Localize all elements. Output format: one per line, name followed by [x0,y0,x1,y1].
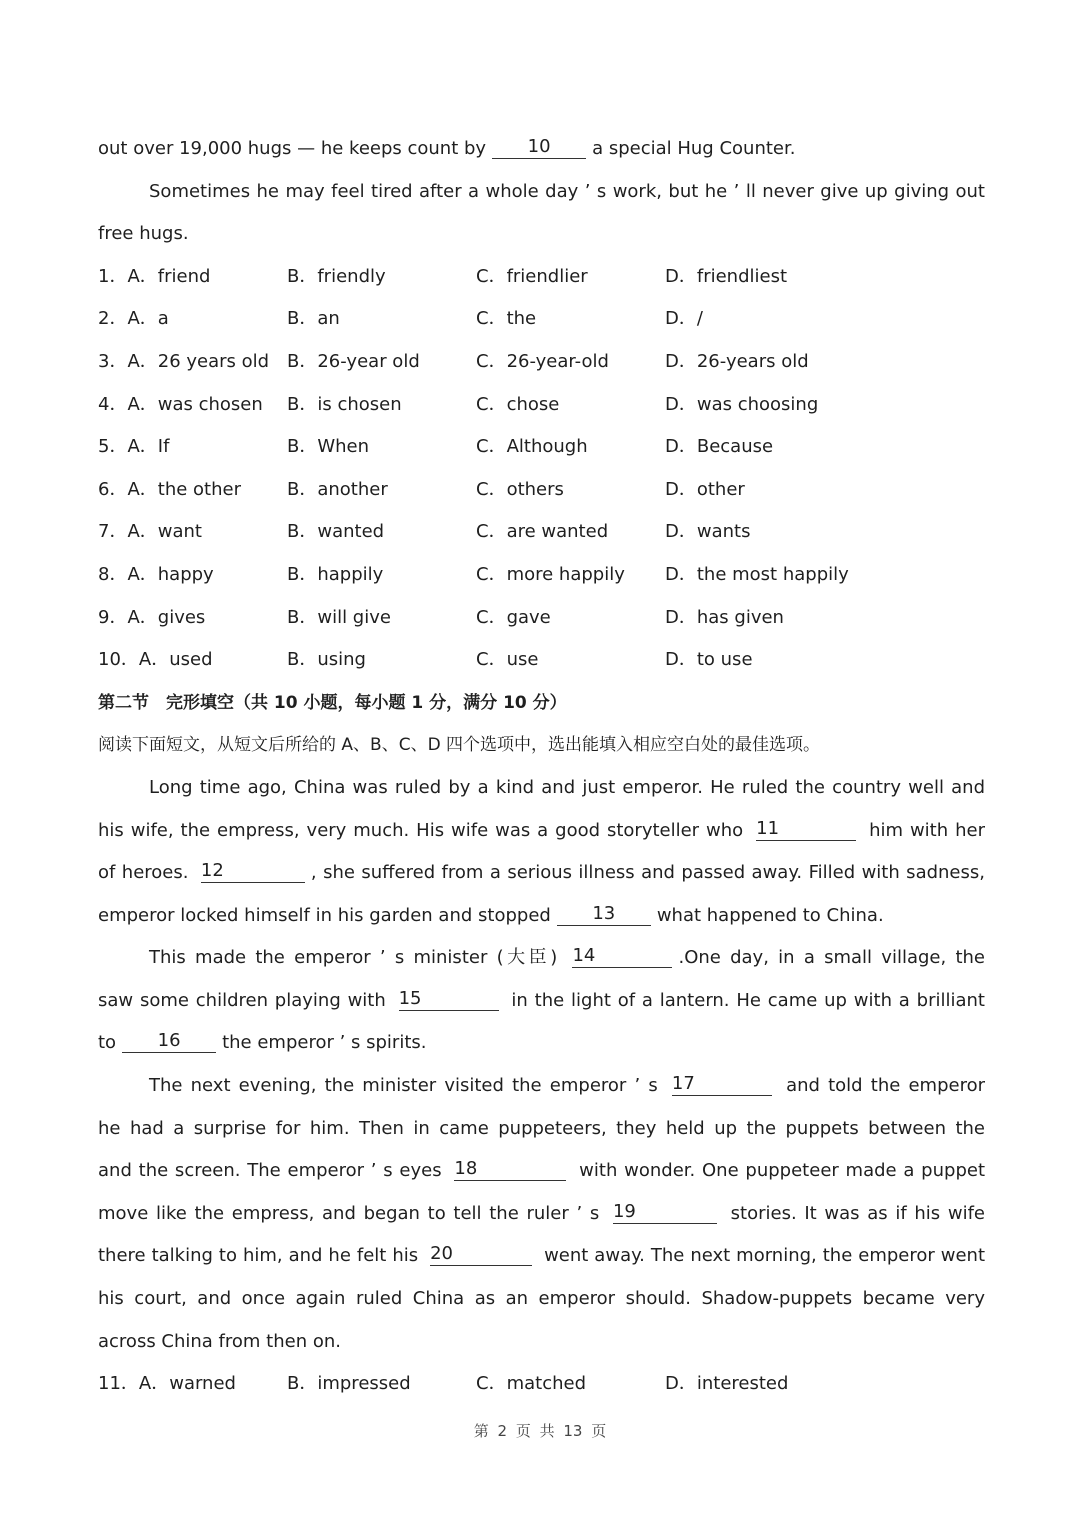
text-span: of heroes. [98,862,189,884]
option-b: B．friendly [287,265,386,287]
option-row [98,256,985,299]
option-a: 3．A．26 years old [98,350,270,372]
option-c: C．more happily [476,563,625,585]
passage-line [98,1022,985,1065]
option-d: D．/ [665,308,703,330]
option-d: D．Because [665,436,774,458]
passage-line [98,895,985,938]
text-span: there talking to him, and he felt his [98,1245,419,1267]
option-row [98,298,985,341]
text-span: and told the emperor [786,1075,985,1097]
option-a: 5．A．If [98,436,170,458]
text-span: stories. It was as if his wife [730,1202,985,1224]
options-list-2 [98,1363,985,1406]
text-span: move like the empress, and began to tell the ruler ’ s [98,1202,600,1224]
passage-line [98,1235,985,1278]
text-span: to [98,1032,117,1054]
passage-line [98,128,985,171]
option-d: D．was choosing [665,393,819,415]
option-d: D．friendliest [665,265,788,287]
text-span: , she suffered from a serious illness and passed away. Filled with sadness, [310,862,985,884]
blank-12: 12 [201,860,305,883]
option-a: 10．A．used [98,649,213,671]
blank-10: 10 [492,136,586,159]
blank-17: 17 [672,1073,772,1096]
text-span: The next evening, the minister visited the emperor ’ s [149,1075,658,1097]
option-a: 6．A．the other [98,478,241,500]
option-a: 11．A．warned [98,1373,236,1395]
page-footer: 第 2 页 共 13 页 [473,1422,607,1440]
passage-line [98,980,985,1023]
text-span: a special Hug Counter. [592,138,796,159]
option-a: 1．A．friend [98,265,211,287]
option-b: B．26-year old [287,350,420,372]
option-c: C．chose [476,393,560,415]
blank-19: 19 [613,1201,717,1224]
passage-line: he had a surprise for him. Then in came puppeteers, they held up the puppets between the [98,1117,985,1139]
passage-line [98,810,985,853]
option-b: B．another [287,478,388,500]
blank-18: 18 [454,1158,566,1181]
option-d: D．to use [665,649,753,671]
text-span: out over 19,000 hugs — he keeps count by [98,138,487,159]
text-span: went away. The next morning, the emperor went [544,1245,985,1267]
option-d: D．other [665,478,745,500]
blank-14: 14 [572,945,672,968]
passage-line: Long time ago, China was ruled by a kind and just emperor. He ruled the country well and [149,776,985,798]
text-span: him with her [869,819,985,841]
text-span: with wonder. One puppeteer made a puppet [579,1160,985,1182]
exam-page [98,128,985,1406]
passage-line: across China from then on. [98,1330,341,1352]
option-b: B．an [287,308,340,330]
blank-20: 20 [430,1243,532,1266]
text-span: emperor locked himself in his garden and stopped [98,904,551,926]
option-b: B．When [287,436,370,458]
text-span: in the light of a lantern. He came up with a brilliant [511,989,985,1011]
text-span: and the screen. The emperor ’ s eyes [98,1160,442,1182]
passage-line [98,937,985,980]
passage-line: his court, and once again ruled China as an emperor should. Shadow-puppets became very [98,1288,985,1310]
option-d: D．wants [665,521,751,543]
section-instruction: 阅读下面短文，从短文后所给的 A、B、C、D 四个选项中，选出能填入相应空白处的最佳选项。 [98,735,821,756]
section-heading: 第二节 完形填空（共 10 小题，每小题 1 分，满分 10 分） [98,692,567,713]
passage-line: free hugs. [98,223,189,245]
blank-15: 15 [399,988,499,1011]
option-c: C．26-year-old [476,350,609,372]
options-list-1 [98,256,985,682]
option-c: C．Although [476,436,588,458]
blank-13: 13 [557,903,651,926]
option-d: D．26-years old [665,350,809,372]
option-a: 4．A．was chosen [98,393,263,415]
text-span: his wife, the empress, very much. His wife was a good storyteller who [98,819,744,841]
option-a: 2．A．a [98,308,169,330]
option-row [98,469,985,512]
option-a: 8．A．happy [98,563,214,585]
passage-line [98,1150,985,1193]
option-d: D．has given [665,606,784,628]
option-row [98,554,985,597]
option-row [98,639,985,682]
option-d: D．the most happily [665,563,849,585]
passage-line [98,852,985,895]
option-c: C．matched [476,1373,586,1395]
option-b: B．impressed [287,1373,411,1395]
option-c: C．are wanted [476,521,609,543]
option-a: 9．A．gives [98,606,206,628]
option-row [98,597,985,640]
option-b: B．happily [287,563,384,585]
option-a: 7．A．want [98,521,202,543]
passage-line: Sometimes he may feel tired after a whole day ’ s work, but he ’ ll never give up giving out [149,180,985,202]
option-c: C．the [476,308,537,330]
blank-16: 16 [122,1030,216,1053]
option-row [98,511,985,554]
option-b: B．will give [287,606,391,628]
option-c: C．others [476,478,564,500]
text-span: the emperor ’ s spirits. [222,1032,427,1054]
passage-line [98,1065,985,1108]
option-c: C．friendlier [476,265,588,287]
option-d: D．interested [665,1373,789,1395]
option-c: C．gave [476,606,551,628]
text-span: This made the emperor ’ s minister (大臣) [149,947,558,969]
option-c: C．use [476,649,539,671]
option-row [98,384,985,427]
option-b: B．is chosen [287,393,402,415]
option-b: B．wanted [287,521,385,543]
option-b: B．using [287,649,366,671]
text-span: what happened to China. [656,904,884,926]
blank-11: 11 [756,818,856,841]
text-span: saw some children playing with [98,989,386,1011]
text-span: .One day, in a small village, the [678,947,985,969]
option-row [98,1363,985,1406]
option-row [98,426,985,469]
option-row [98,341,985,384]
passage-line [98,1193,985,1236]
